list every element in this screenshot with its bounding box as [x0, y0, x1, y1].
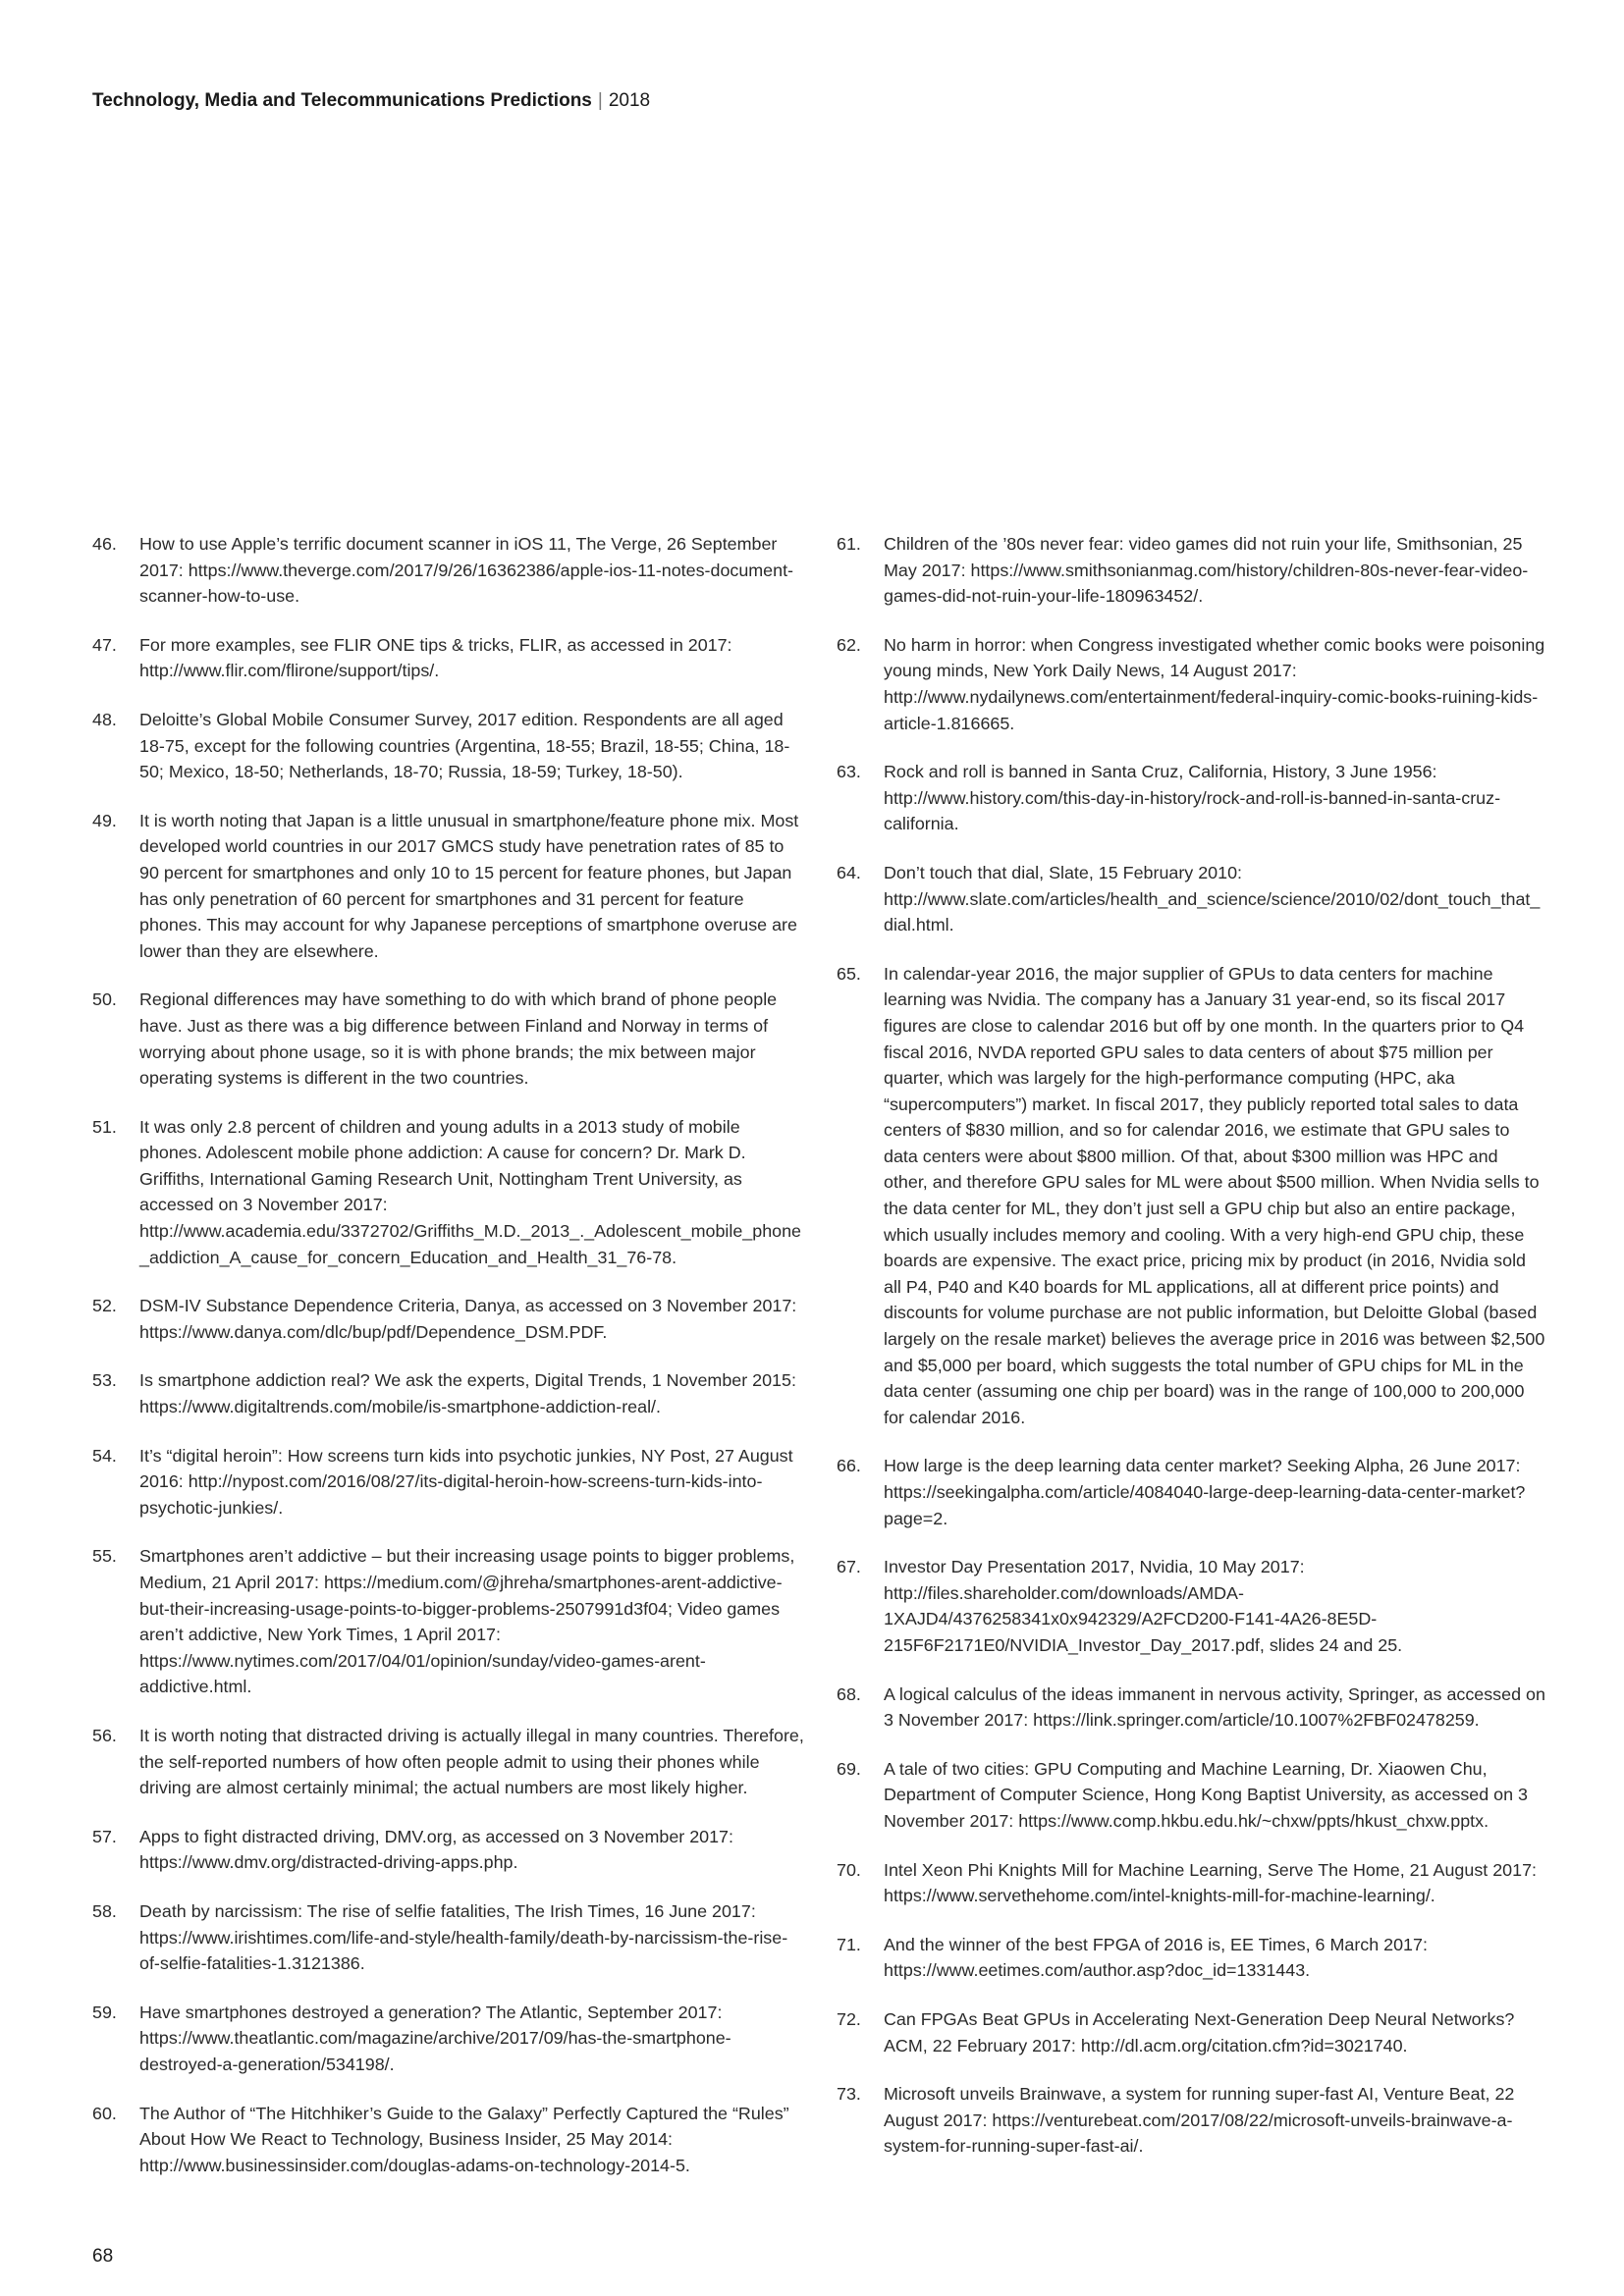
endnote-number: 63. — [837, 762, 861, 782]
endnote-number: 52. — [92, 1296, 117, 1316]
endnote — [92, 1367, 807, 1419]
endnote-number: 57. — [92, 1826, 117, 1846]
endnote-number: 50. — [92, 989, 117, 1010]
endnote-number: 71. — [837, 1934, 861, 1954]
endnote-number: 47. — [92, 634, 117, 655]
endnote — [92, 987, 807, 1091]
endnote — [92, 707, 807, 785]
endnote — [92, 531, 807, 610]
endnote — [837, 632, 1546, 736]
endnote — [837, 961, 1546, 1431]
endnote-text: For more examples, see FLIR ONE tips & tricks, FLIR, as accessed in 2017: http://www.flir.com/flirone/support/tips/. — [139, 634, 732, 681]
endnote-text: Can FPGAs Beat GPUs in Accelerating Next-Generation Deep Neural Networks? ACM, 22 February 2017: http://dl.acm.org/citation.cfm?id=3021740. — [884, 2008, 1515, 2056]
endnote — [92, 808, 807, 965]
endnote-text: It is worth noting that distracted driving is actually illegal in many countries. Therefore, the self-reported numbers of how often people admit to using their phones while driving are almost certainly minimal; the actual numbers are most likely higher. — [139, 1725, 804, 1798]
endnote-text: How to use Apple’s terrific document scanner in iOS 11, The Verge, 26 September 2017: https://www.theverge.com/2017/9/26/16362386/apple-ios-11-notes-document-scanner-how-to-use. — [139, 534, 794, 607]
endnote-number: 56. — [92, 1725, 117, 1745]
endnote-text: DSM-IV Substance Dependence Criteria, Danya, as accessed on 3 November 2017: https://www.danya.com/dlc/bup/pdf/Dependence_DSM.PDF. — [139, 1296, 797, 1342]
endnote-number: 72. — [837, 2008, 861, 2029]
endnote-text: Rock and roll is banned in Santa Cruz, California, History, 3 June 1956: http://www.history.com/this-day-in-history/rock-and-roll-is-banned-in-santa-cruz-california. — [884, 762, 1501, 834]
endnote-number: 69. — [837, 1758, 861, 1779]
endnote — [837, 1857, 1546, 1909]
report-title: Technology, Media and Telecommunications Predictions — [92, 90, 592, 111]
endnote-number: 54. — [92, 1445, 117, 1466]
endnote-number: 65. — [837, 963, 861, 984]
endnote-number: 59. — [92, 2002, 117, 2022]
endnote — [837, 2006, 1546, 2058]
endnote-text: In calendar-year 2016, the major supplier of GPUs to data centers for machine learning was Nvidia. The company has a January 31 year-end, so its fiscal 2017 figures are close to calendar 2016 but off by one month. In the quarters prior to Q4 fiscal 2016, NVDA reported GPU sales to data centers of about $75 million per quarter, which was largely for the high-performance computing (HPC, aka “supercomputers”) market. In fiscal 2017, they publicly reported total sales to data centers of $830 million, and so for calendar 2016, we estimate that GPU sales to data centers were about $800 million. Of that, about $300 million was HPC and other, and therefore GPU sales for ML were about $500 million. When Nvidia sells to the data center for ML, they don’t just sell a GPU chip but also an entire package, which usually includes memory and cooling. With a very high-end GPU chip, these boards are expensive. The exact price, pricing mix by product (in 2016, Nvidia sold all P4, P40 and K40 boards for ML applications, all at different price points) and discounts for volume purchase are not public information, but Deloitte Global (based largely on the resale market) believes the average price in 2016 was between $2,500 and $5,000 per board, which suggests the total number of GPU chips for ML in the data center (assuming one chip per board) was in the range of 100,000 to 200,000 for calendar 2016. — [884, 963, 1545, 1427]
page-header — [92, 90, 650, 112]
endnotes-left-column — [92, 531, 807, 2201]
endnote-text: Death by narcissism: The rise of selfie fatalities, The Irish Times, 16 June 2017: https://www.irishtimes.com/life-and-style/health-family/death-by-narcissism-the-rise-of-selfie-fatalities-1.3121386. — [139, 1900, 788, 1974]
endnote-text: Children of the ’80s never fear: video games did not ruin your life, Smithsonian, 25 May 2017: https://www.smithsonianmag.com/history/children-80s-never-fear-video-games-did-not-ruin-your-life-180963452/. — [884, 534, 1529, 607]
endnote-text: Smartphones aren’t addictive – but their increasing usage points to bigger problems, Medium, 21 April 2017: https://medium.com/@jhreha/smartphones-arent-addictive-but-their-increasing-usage-points-to-bigger-problems-2507991d3f04; Video games aren’t addictive, New York Times, 1 April 2017: https://www.nytimes.com/2017/04/01/opinion/sunday/video-games-arent-addictive.html. — [139, 1546, 795, 1697]
endnote-text: Don’t touch that dial, Slate, 15 February 2010: http://www.slate.com/articles/health_and_science/science/2010/02/dont_touch_that_dial.html. — [884, 862, 1541, 935]
endnote — [837, 860, 1546, 938]
endnote-number: 68. — [837, 1683, 861, 1704]
endnote-number: 73. — [837, 2084, 861, 2105]
endnote-text: Microsoft unveils Brainwave, a system for running super-fast AI, Venture Beat, 22 August 2017: https://venturebeat.com/2017/08/22/microsoft-unveils-brainwave-a-system-for-running-super-fast-ai/. — [884, 2084, 1515, 2157]
endnote — [837, 1554, 1546, 1658]
endnote — [92, 1293, 807, 1345]
endnote — [92, 1723, 807, 1801]
endnote-number: 49. — [92, 810, 117, 830]
endnote-text: It was only 2.8 percent of children and young adults in a 2013 study of mobile phones. Adolescent mobile phone addiction: A cause for concern? Dr. Mark D. Griffiths, International Gaming Research Unit, Nottingham Trent University, as accessed on 3 November 2017: http://www.academia.edu/3372702/Griffiths_M.D._2013_._Adolescent_mobile_phone_addiction_A_cause_for_concern_Education_and_Health_31_76-78. — [139, 1116, 801, 1267]
endnote-number: 70. — [837, 1859, 861, 1880]
endnote-text: Deloitte’s Global Mobile Consumer Survey, 2017 edition. Respondents are all aged 18-75, except for the following countries (Argentina, 18-55; Brazil, 18-55; China, 18-50; Mexico, 18-50; Netherlands, 18-70; Russia, 18-59; Turkey, 18-50). — [139, 709, 790, 782]
endnote-number: 60. — [92, 2103, 117, 2123]
endnote-number: 48. — [92, 709, 117, 729]
endnote — [837, 531, 1546, 610]
endnote-number: 67. — [837, 1557, 861, 1577]
endnote-number: 55. — [92, 1546, 117, 1567]
endnote — [92, 2000, 807, 2078]
endnote-text: The Author of “The Hitchhiker’s Guide to the Galaxy” Perfectly Captured the “Rules” About How We React to Technology, Business Insider, 25 May 2014: http://www.businessinsider.com/douglas-adams-on-technology-2014-5. — [139, 2103, 789, 2175]
endnote — [92, 1114, 807, 1271]
endnote-number: 53. — [92, 1370, 117, 1391]
endnotes-right-column — [837, 531, 1546, 2182]
endnote-text: How large is the deep learning data center market? Seeking Alpha, 26 June 2017: https://seekingalpha.com/article/4084040-large-deep-learning-data-center-market?page=2. — [884, 1456, 1526, 1528]
endnote-text: Regional differences may have something to do with which brand of phone people have. Just as there was a big difference between Finland and Norway in terms of worrying about phone usage, so it is with phone brands; the mix between major operating systems is different in the two countries. — [139, 989, 778, 1089]
endnote — [92, 1824, 807, 1876]
endnote-text: It is worth noting that Japan is a little unusual in smartphone/feature phone mix. Most developed world countries in our 2017 GMCS study have penetration rates of 85 to 90 percent for smartphones and only 10 to 15 percent for feature phones, but Japan has only penetration of 60 percent for smartphones and 31 percent for feature phones. This may account for why Japanese perceptions of smartphone overuse are lower than they are elsewhere. — [139, 810, 799, 961]
endnote-text: Intel Xeon Phi Knights Mill for Machine Learning, Serve The Home, 21 August 2017: https://www.servethehome.com/intel-knights-mill-for-machine-learning/. — [884, 1859, 1537, 1906]
endnote-text: No harm in horror: when Congress investigated whether comic books were poisoning young minds, New York Daily News, 14 August 2017: http://www.nydailynews.com/entertainment/federal-inquiry-comic-books-ruining-kids-article-1.816665. — [884, 634, 1545, 733]
endnote-text: And the winner of the best FPGA of 2016 is, EE Times, 6 March 2017: https://www.eetimes.com/author.asp?doc_id=1331443. — [884, 1934, 1428, 1981]
endnote-text: A logical calculus of the ideas immanent in nervous activity, Springer, as accessed on 3 November 2017: https://link.springer.com/article/10.1007%2FBF02478259. — [884, 1683, 1545, 1731]
endnote-text: Apps to fight distracted driving, DMV.org, as accessed on 3 November 2017: https://www.dmv.org/distracted-driving-apps.php. — [139, 1826, 733, 1873]
endnote-text: A tale of two cities: GPU Computing and Machine Learning, Dr. Xiaowen Chu, Department of Computer Science, Hong Kong Baptist University, as accessed on 3 November 2017: https://www.comp.hkbu.edu.hk/~chxw/ppts/hkust_chxw.pptx. — [884, 1758, 1528, 1831]
endnote — [92, 632, 807, 684]
endnote — [92, 2101, 807, 2179]
endnote-number: 46. — [92, 534, 117, 554]
endnote-number: 61. — [837, 534, 861, 554]
header-separator: | — [597, 90, 603, 111]
page-number: 68 — [92, 2246, 114, 2267]
endnote — [837, 1453, 1546, 1531]
endnote-number: 64. — [837, 862, 861, 882]
endnote-text: Is smartphone addiction real? We ask the experts, Digital Trends, 1 November 2015: https://www.digitaltrends.com/mobile/is-smartphone-addiction-real/. — [139, 1370, 796, 1417]
report-year: 2018 — [608, 90, 651, 111]
endnote-number: 66. — [837, 1456, 861, 1476]
endnote-text: It’s “digital heroin”: How screens turn kids into psychotic junkies, NY Post, 27 August 2016: http://nypost.com/2016/08/27/its-digital-heroin-how-screens-turn-kids-into-psychotic-junkies/. — [139, 1445, 793, 1518]
endnote — [837, 1682, 1546, 1734]
endnote-number: 51. — [92, 1116, 117, 1137]
endnote-text: Investor Day Presentation 2017, Nvidia, 10 May 2017: http://files.shareholder.com/downloads/AMDA-1XAJD4/4376258341x0x942329/A2FCD200-F141-4A26-8E5D-215F6F2171E0/NVIDIA_Investor_Day_2017.pdf, slides 24 and 25. — [884, 1557, 1403, 1655]
endnote-number: 62. — [837, 634, 861, 655]
endnote — [92, 1898, 807, 1977]
endnote — [837, 2081, 1546, 2160]
endnote — [837, 1932, 1546, 1984]
endnote-number: 58. — [92, 1900, 117, 1921]
endnote-text: Have smartphones destroyed a generation? The Atlantic, September 2017: https://www.theatlantic.com/magazine/archive/2017/09/has-the-smartphone-destroyed-a-generation/534198/. — [139, 2002, 731, 2074]
endnote — [837, 759, 1546, 837]
endnote — [837, 1756, 1546, 1835]
endnote — [92, 1443, 807, 1522]
endnote — [92, 1543, 807, 1700]
